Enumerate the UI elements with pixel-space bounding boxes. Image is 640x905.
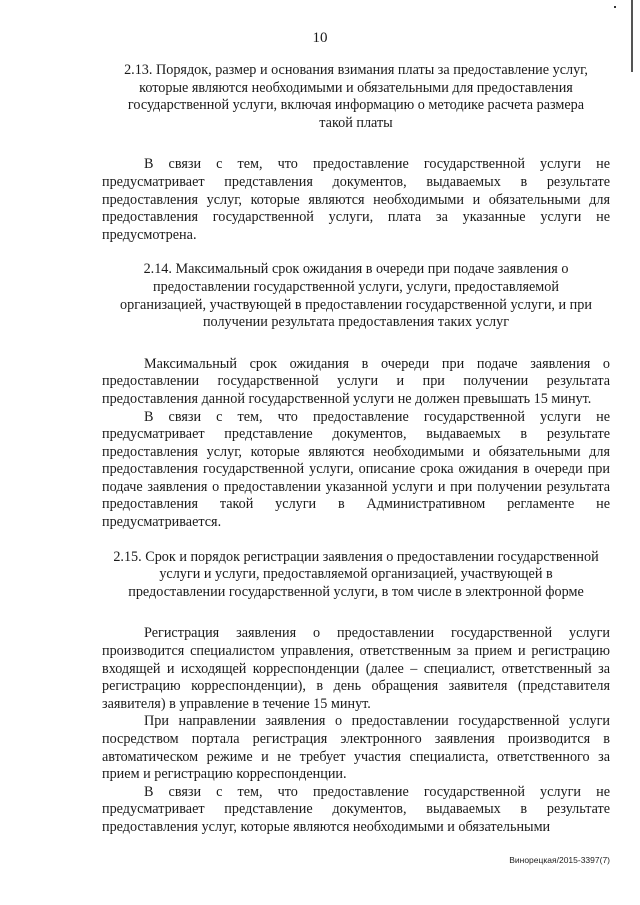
section-2-13-heading: 2.13. Порядок, размер и основания взимания платы за предоставление услуг, которые являются необходимыми и обязательными для предоставления государственной услуги, включая информацию о методике расчета размера такой платы <box>124 62 588 131</box>
section-2-15-paragraph-1: Регистрация заявления о предоставлении государственной услуги производится специалистом управления, ответственным за прием и регистрацию входящей и исходящей корреспонденции (далее – специалист, ответственный за регистрацию корреспонденции), в день обращения заявителя (представителя заявителя) в управление в течение 15 минут. <box>102 625 610 712</box>
section-2-15-heading: 2.15. Срок и порядок регистрации заявления о предоставлении государственной услуги и услуги, предоставляемой организацией, участвующей в предоставлении государственной услуги, в том числе в электронной форме <box>113 548 599 600</box>
section-2-14-paragraph-1: Максимальный срок ожидания в очереди при подаче заявления о предоставлении государственной услуги и при получении результата предоставления данной государственной услуги не должен превышать 15 минут. <box>102 355 610 407</box>
page-number: 10 <box>312 30 328 46</box>
section-2-15-paragraph-2: При направлении заявления о предоставлении государственной услуги посредством портала регистрация электронного заявления производится в автоматическом режиме и не требует участия специалиста, ответственного за прием и регистрацию корреспонденции. <box>102 713 610 783</box>
section-2-13-paragraph: В связи с тем, что предоставление государственной услуги не предусматривает представления документов, выдаваемых в результате предоставления услуг, которые являются необходимыми и обязательными для предоставления государственной услуги, плата за указанные услуги не предусмотрена. <box>102 156 610 243</box>
section-2-15-paragraph-3: В связи с тем, что предоставление государственной услуги не предусматривает представление документов, выдаваемых в результате предоставления услуг, которые являются необходимыми и обязательными <box>102 783 610 835</box>
section-2-14-heading: 2.14. Максимальный срок ожидания в очереди при подаче заявления о предоставлении государственной услуги, услуги, предоставляемой организацией, участвующей в предоставлении государственной услуги, и при получении результата предоставления таких услуг <box>120 261 592 331</box>
document-footer-reference: Винорецкая/2015-3397(7) <box>509 855 610 865</box>
scan-dot-mark <box>614 6 616 8</box>
document-body <box>102 62 610 837</box>
section-2-14-paragraph-2: В связи с тем, что предоставление государственной услуги не предусматривает представление документов, выдаваемых в результате предоставления услуг, которые являются необходимыми и обязательными для предоставления государственной услуги, описание срока ожидания в очереди при подаче заявления о предоставлении указанной услуги и при получении результата предоставления такой услуги в Административном регламенте не предусматривается. <box>102 408 610 531</box>
